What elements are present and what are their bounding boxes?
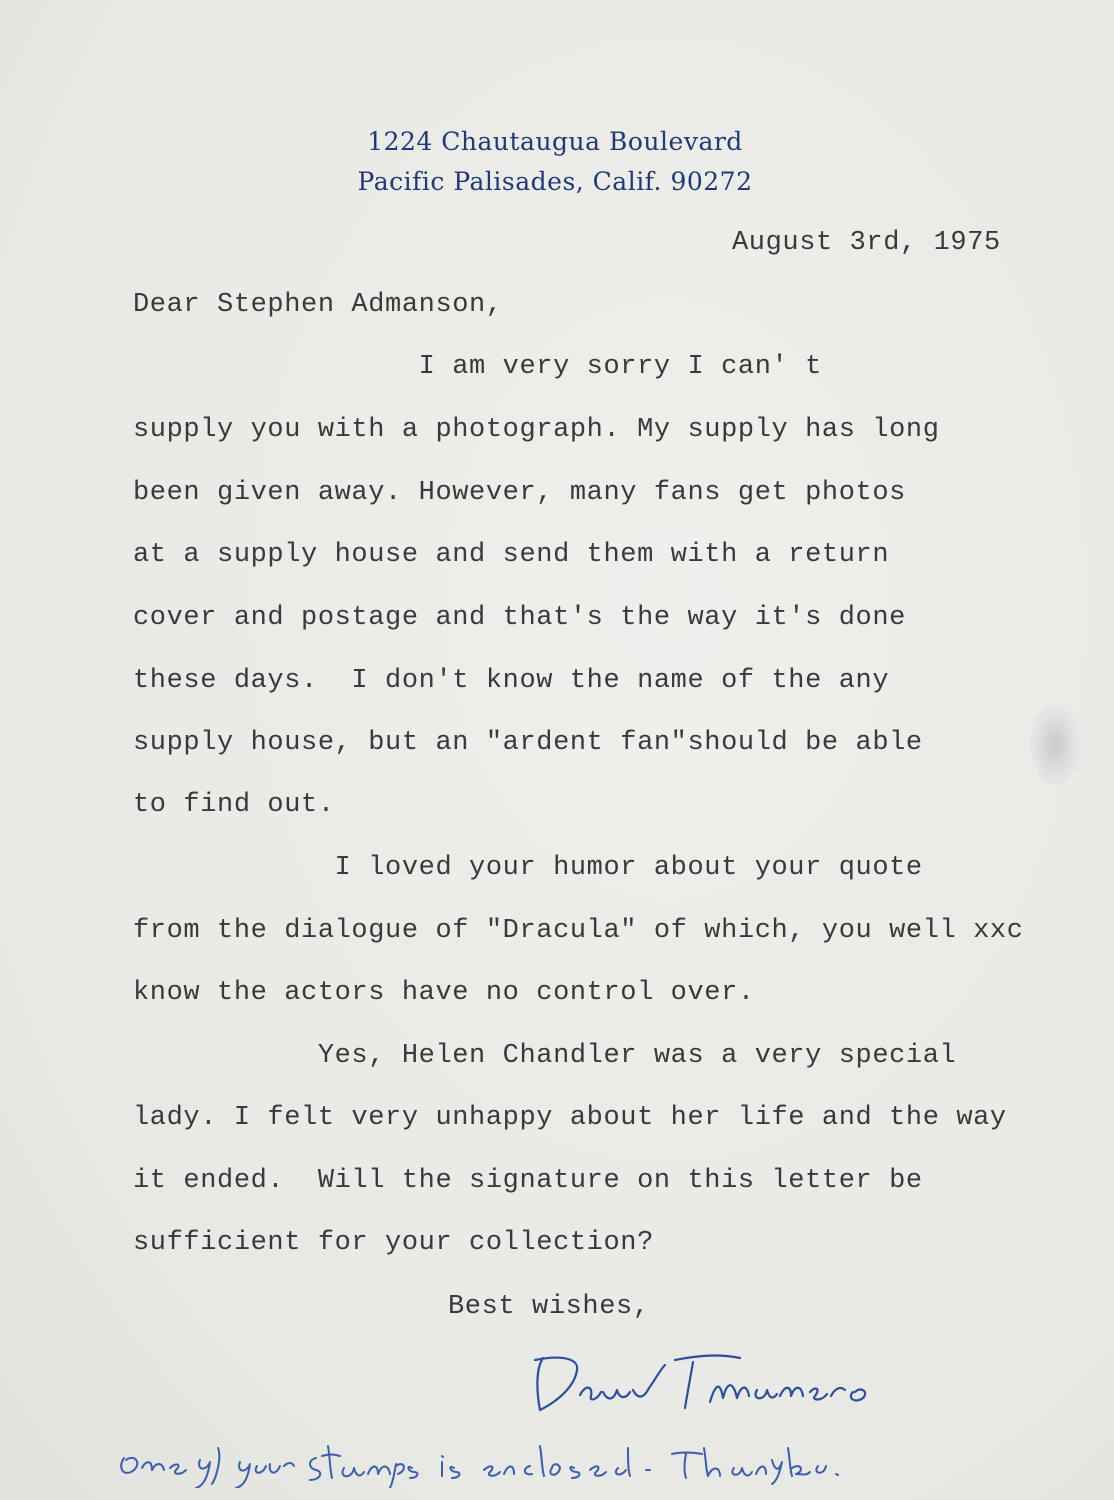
body-line: know the actors have no control over. xyxy=(133,978,755,1008)
body-line: Yes, Helen Chandler was a very special xyxy=(133,1041,957,1071)
letter-date: August 3rd, 1975 xyxy=(732,228,1001,258)
body-line: lady. I felt very unhappy about her life and the way xyxy=(133,1103,1007,1133)
body-line: cover and postage and that's the way it's done xyxy=(133,603,906,633)
body-line: these days. I don't know the name of the any xyxy=(133,666,890,696)
body-line: I am very sorry I can' t xyxy=(133,352,822,382)
handwritten-postscript-image xyxy=(112,1418,872,1488)
signature-image xyxy=(525,1340,905,1420)
body-line: supply you with a photograph. My supply has long xyxy=(133,415,940,445)
salutation: Dear Stephen Admanson, xyxy=(133,290,503,320)
body-line: sufficient for your collection? xyxy=(133,1228,654,1258)
body-line: been given away. However, many fans get photos xyxy=(133,478,906,508)
body-line: from the dialogue of "Dracula" of which, you well xxc xyxy=(133,916,1024,946)
body-line: to find out. xyxy=(133,790,335,820)
closing: Best wishes, xyxy=(448,1292,650,1322)
letterhead-address xyxy=(330,122,780,202)
letterhead-street: 1224 Chautaugua Boulevard xyxy=(367,127,743,156)
body-line: at a supply house and send them with a return xyxy=(133,540,890,570)
letterhead-city: Pacific Palisades, Calif. 90272 xyxy=(357,167,753,196)
body-line: I loved your humor about your quote xyxy=(133,853,923,883)
body-line: supply house, but an "ardent fan"should be able xyxy=(133,728,923,758)
ink-smudge xyxy=(1030,705,1080,785)
body-line: it ended. Will the signature on this letter be xyxy=(133,1166,923,1196)
